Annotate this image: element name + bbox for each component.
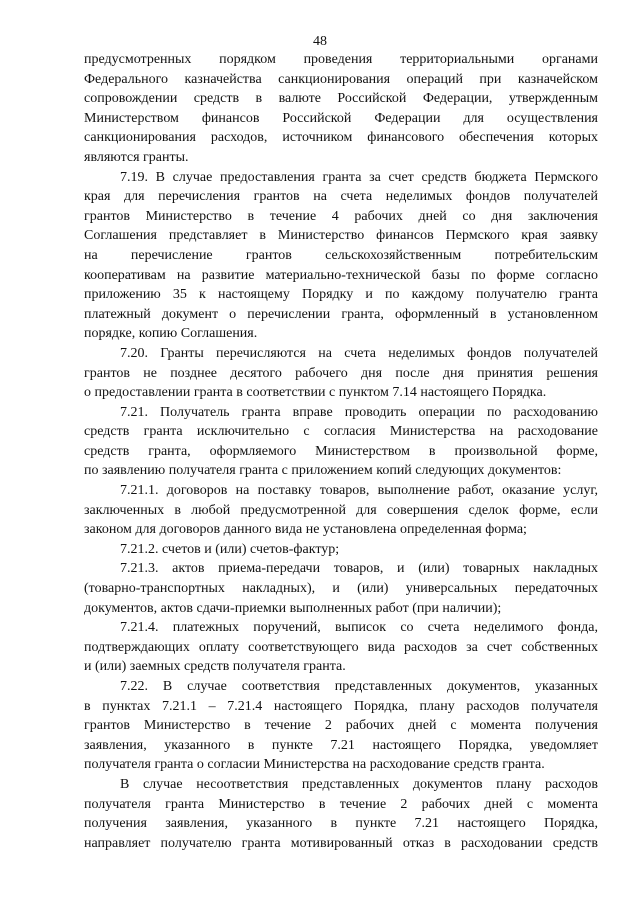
text-line: края для перечисления грантов на счета неделимых фондов получателей — [84, 189, 598, 205]
document-body — [84, 50, 598, 853]
text-line: платежный документ о перечислении гранта, оформленный в установленном — [84, 306, 598, 322]
text-line: по заявлению получателя гранта с приложением копий следующих документов: — [84, 463, 562, 479]
text-line: в пунктах 7.21.1 – 7.21.4 настоящего Порядка, плану расходов получателя — [84, 698, 598, 714]
text-line: 7.22. В случае соответствия представленных документов, указанных — [120, 679, 598, 694]
text-line: получателя гранта о согласии Министерства на расходование средств гранта. — [84, 757, 545, 773]
text-line: 7.21. Получатель гранта вправе проводить операции по расходованию — [120, 404, 598, 420]
text-line: предусмотренных порядком проведения территориальными органами — [84, 52, 598, 67]
text-line: 7.21.3. актов приема-передачи товаров, и (или) товарных накладных — [120, 561, 598, 577]
text-line: и (или) заемных средств получателя гранта. — [84, 659, 346, 675]
paragraph — [84, 481, 598, 540]
text-line: кооперативам на развитие материально-технической базы по форме согласно — [84, 267, 598, 283]
text-line: (товарно-транспортных накладных), и (или) универсальных передаточных — [84, 581, 598, 597]
text-line: сопровождении средств в валюте Российской Федерации, утвержденным — [84, 91, 598, 107]
text-line: получателя гранта Министерство в течение 2 рабочих дней с момента — [84, 796, 598, 812]
text-line: подтверждающих оплату соответствующего вида расходов за счет собственных — [84, 639, 598, 655]
text-line: приложению 35 к настоящему Порядку и по каждому получателю гранта — [84, 287, 598, 303]
text-line: 7.21.1. договоров на поставку товаров, выполнение работ, оказание услуг, — [120, 483, 598, 499]
text-line: грантов не позднее десятого рабочего дня после дня принятия решения — [84, 365, 598, 381]
paragraph — [84, 559, 598, 618]
text-line: санкционирования расходов, источником финансового обеспечения которых — [84, 130, 598, 146]
text-line: 7.21.4. платежных поручений, выписок со счета неделимого фонда, — [120, 620, 598, 636]
text-line: заявления, указанного в пункте 7.21 настоящего Порядка, уведомляет — [84, 737, 598, 753]
text-line: заключенных в любой предусмотренной для совершения сделок форме, если — [84, 502, 598, 518]
paragraph — [84, 775, 598, 853]
text-line: направляет получателю гранта мотивированный отказ в расходовании средств — [84, 835, 598, 851]
text-line: получения заявления, указанного в пункте 7.21 настоящего Порядка, — [84, 816, 598, 832]
paragraph — [84, 168, 598, 344]
paragraph — [84, 540, 598, 560]
text-line: В случае несоответствия представленных документов плану расходов — [120, 776, 598, 792]
paragraph — [84, 403, 598, 481]
text-line: средств гранта, оформляемого Министерством в произвольной форме, — [84, 443, 598, 459]
paragraph — [84, 677, 598, 775]
text-line: грантов Министерство в течение 4 рабочих дней со дня заключения — [84, 208, 598, 224]
text-line: о предоставлении гранта в соответствии с пунктом 7.14 настоящего Порядка. — [84, 385, 547, 401]
text-line: на перечисление грантов сельскохозяйственным потребительским — [84, 247, 598, 263]
paragraph — [84, 50, 598, 168]
text-line: законом для договоров данного вида не установлена определенная форма; — [84, 522, 527, 538]
text-line: порядке, копию Соглашения. — [84, 326, 258, 342]
text-line: Федерального казначейства санкционирования операций при казначейском — [84, 71, 598, 87]
text-line: 7.21.2. счетов и (или) счетов-фактур; — [120, 541, 340, 557]
text-line: являются гранты. — [84, 149, 189, 165]
text-line: 7.19. В случае предоставления гранта за счет средств бюджета Пермского — [120, 169, 598, 185]
text-line: Соглашения представляет в Министерство финансов Пермского края заявку — [84, 228, 598, 244]
text-line: 7.20. Гранты перечисляются на счета неделимых фондов получателей — [120, 345, 598, 361]
text-line: Министерством финансов Российской Федерации для осуществления — [84, 110, 598, 126]
text-line: документов, актов сдачи-приемки выполненных работ (при наличии); — [84, 600, 502, 616]
page-number: 48 — [313, 34, 327, 49]
paragraph — [84, 618, 598, 677]
text-line: грантов Министерство в течение 2 рабочих дней с момента получения — [84, 718, 598, 734]
text-line: средств гранта исключительно с согласия Министерства на расходование — [84, 424, 598, 440]
paragraph — [84, 344, 598, 403]
